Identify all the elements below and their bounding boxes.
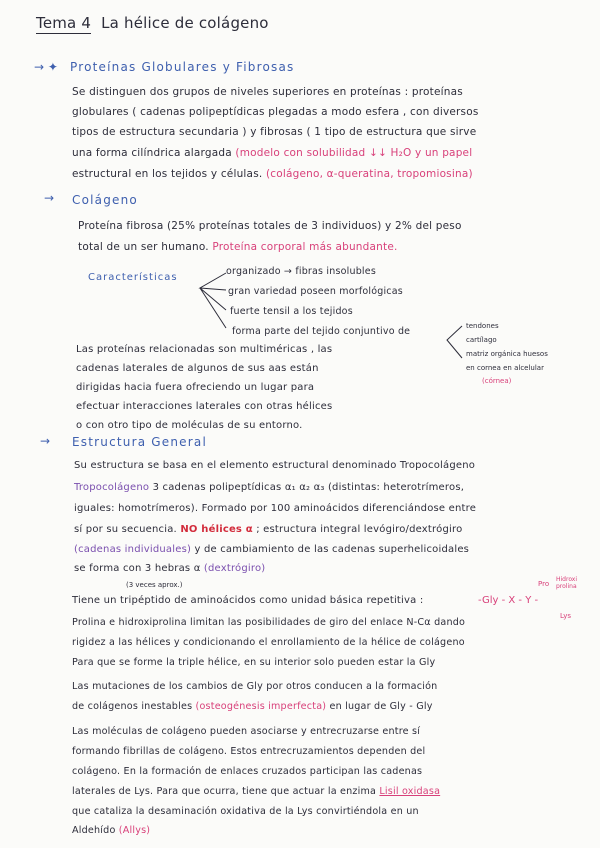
- text-line: o con otro tipo de moléculas de su entorno.: [76, 420, 303, 431]
- tissue-item: matriz orgánica huesos: [466, 350, 548, 358]
- bullet-arrow-icon: → ✦: [34, 60, 58, 74]
- text-line: se forma con 3 hebras α (dextrógiro): [74, 563, 266, 574]
- text-line: Las mutaciones de los cambios de Gly por otros conducen a la formación: [72, 681, 438, 692]
- text-line: tipos de estructura secundaria ) y fibrosas ( 1 tipo de estructura que sirve: [72, 126, 477, 138]
- text-line: cadenas laterales de algunos de sus aas están: [76, 363, 319, 374]
- brace-icon: [444, 322, 464, 362]
- bullet-arrow-icon: →: [40, 434, 51, 448]
- tissue-note: (córnea): [482, 377, 512, 385]
- annotation-lys: Lys: [560, 612, 572, 620]
- text-line: Para que se forme la triple hélice, en su interior solo pueden estar la Gly: [72, 657, 436, 668]
- text-line: que cataliza la desaminación oxidativa de la Lys convirtiéndola en un: [72, 806, 419, 817]
- annotation-small: (3 veces aprox.): [126, 581, 183, 589]
- text-line: sí por su secuencia. NO hélices α ; estructura integral levógiro/dextrógiro: [74, 524, 463, 535]
- text-line: dirigidas hacia fuera ofreciendo un lugar para: [76, 382, 315, 393]
- bullet-arrow-icon: →: [44, 191, 55, 205]
- tissue-item: cartílago: [466, 336, 497, 344]
- tema-name: La hélice de colágeno: [101, 14, 269, 32]
- text-line: una forma cilíndrica alargada (modelo con solubilidad ↓↓ H₂O y un papel: [72, 147, 473, 159]
- text-line: colágeno. En la formación de enlaces cruzados participan las cadenas: [72, 766, 423, 777]
- text-line: iguales: homotrímeros). Formado por 100 aminoácidos diferenciándose entre: [74, 503, 477, 514]
- text-line: Las proteínas relacionadas son multiméricas , las: [76, 344, 333, 355]
- caracteristicas-label: Características: [88, 272, 178, 283]
- text-line: Prolina e hidroxiprolina limitan las posibilidades de giro del enlace N-Cα dando: [72, 617, 466, 628]
- tissue-item: en cornea en alcelular: [466, 364, 544, 372]
- caracteristica-item: forma parte del tejido conjuntivo de: [232, 326, 411, 337]
- text-line: Se distinguen dos grupos de niveles superiores en proteínas : proteínas: [72, 86, 463, 98]
- caracteristica-item: organizado → fibras insolubles: [226, 266, 376, 277]
- text-line: rigidez a las hélices y condicionando el enrollamiento de la hélice de colágeno: [72, 637, 465, 648]
- section-heading-globulares: Proteínas Globulares y Fibrosas: [70, 60, 295, 74]
- text-line: globulares ( cadenas polipeptídicas plegadas a modo esfera , con diversos: [72, 106, 479, 118]
- text-line: laterales de Lys. Para que ocurra, tiene que actuar la enzima Lisil oxidasa: [72, 786, 441, 797]
- text-line: efectuar interacciones laterales con otras hélices: [76, 401, 333, 412]
- text-line: (cadenas individuales) y de cambiamiento de las cadenas superhelicoidales: [74, 544, 470, 555]
- tripeptide-formula: -Gly - X - Y -: [478, 595, 539, 606]
- text-line: de colágenos inestables (osteogénesis imperfecta) en lugar de Gly - Gly: [72, 701, 433, 712]
- page-title: [36, 14, 269, 32]
- text-line: total de un ser humano. Proteína corporal más abundante.: [78, 241, 398, 253]
- text-line: formando fibrillas de colágeno. Estos entrecruzamientos dependen del: [72, 746, 426, 757]
- text-line: Su estructura se basa en el elemento estructural denominado Tropocolágeno: [74, 460, 476, 471]
- section-heading-estructura: Estructura General: [72, 435, 207, 449]
- text-line: Tiene un tripéptido de aminoácidos como unidad básica repetitiva :: [72, 595, 424, 606]
- section-heading-colageno: Colágeno: [72, 193, 138, 207]
- text-line: Las moléculas de colágeno pueden asociarse y entrecruzarse entre sí: [72, 726, 421, 737]
- text-line: estructural en los tejidos y células. (colágeno, α-queratina, tropomiosina): [72, 168, 473, 180]
- tissue-item: tendones: [466, 322, 499, 330]
- caracteristica-item: fuerte tensil a los tejidos: [230, 306, 353, 317]
- text-line: Proteína fibrosa (25% proteínas totales de 3 individuos) y 2% del peso: [78, 220, 462, 232]
- tema-label: Tema 4: [36, 14, 92, 32]
- caracteristica-item: gran variedad poseen morfológicas: [228, 286, 403, 297]
- annotation-pro: Pro: [538, 580, 550, 588]
- text-line: Tropocolágeno 3 cadenas polipeptídicas α₁ α₂ α₃ (distintas: heterotrímeros,: [74, 482, 465, 493]
- text-line: Aldehído (Allys): [72, 825, 151, 836]
- annotation-hidroxiprolina: Hidroxi prolina: [556, 576, 578, 590]
- brace-icon: [196, 268, 230, 338]
